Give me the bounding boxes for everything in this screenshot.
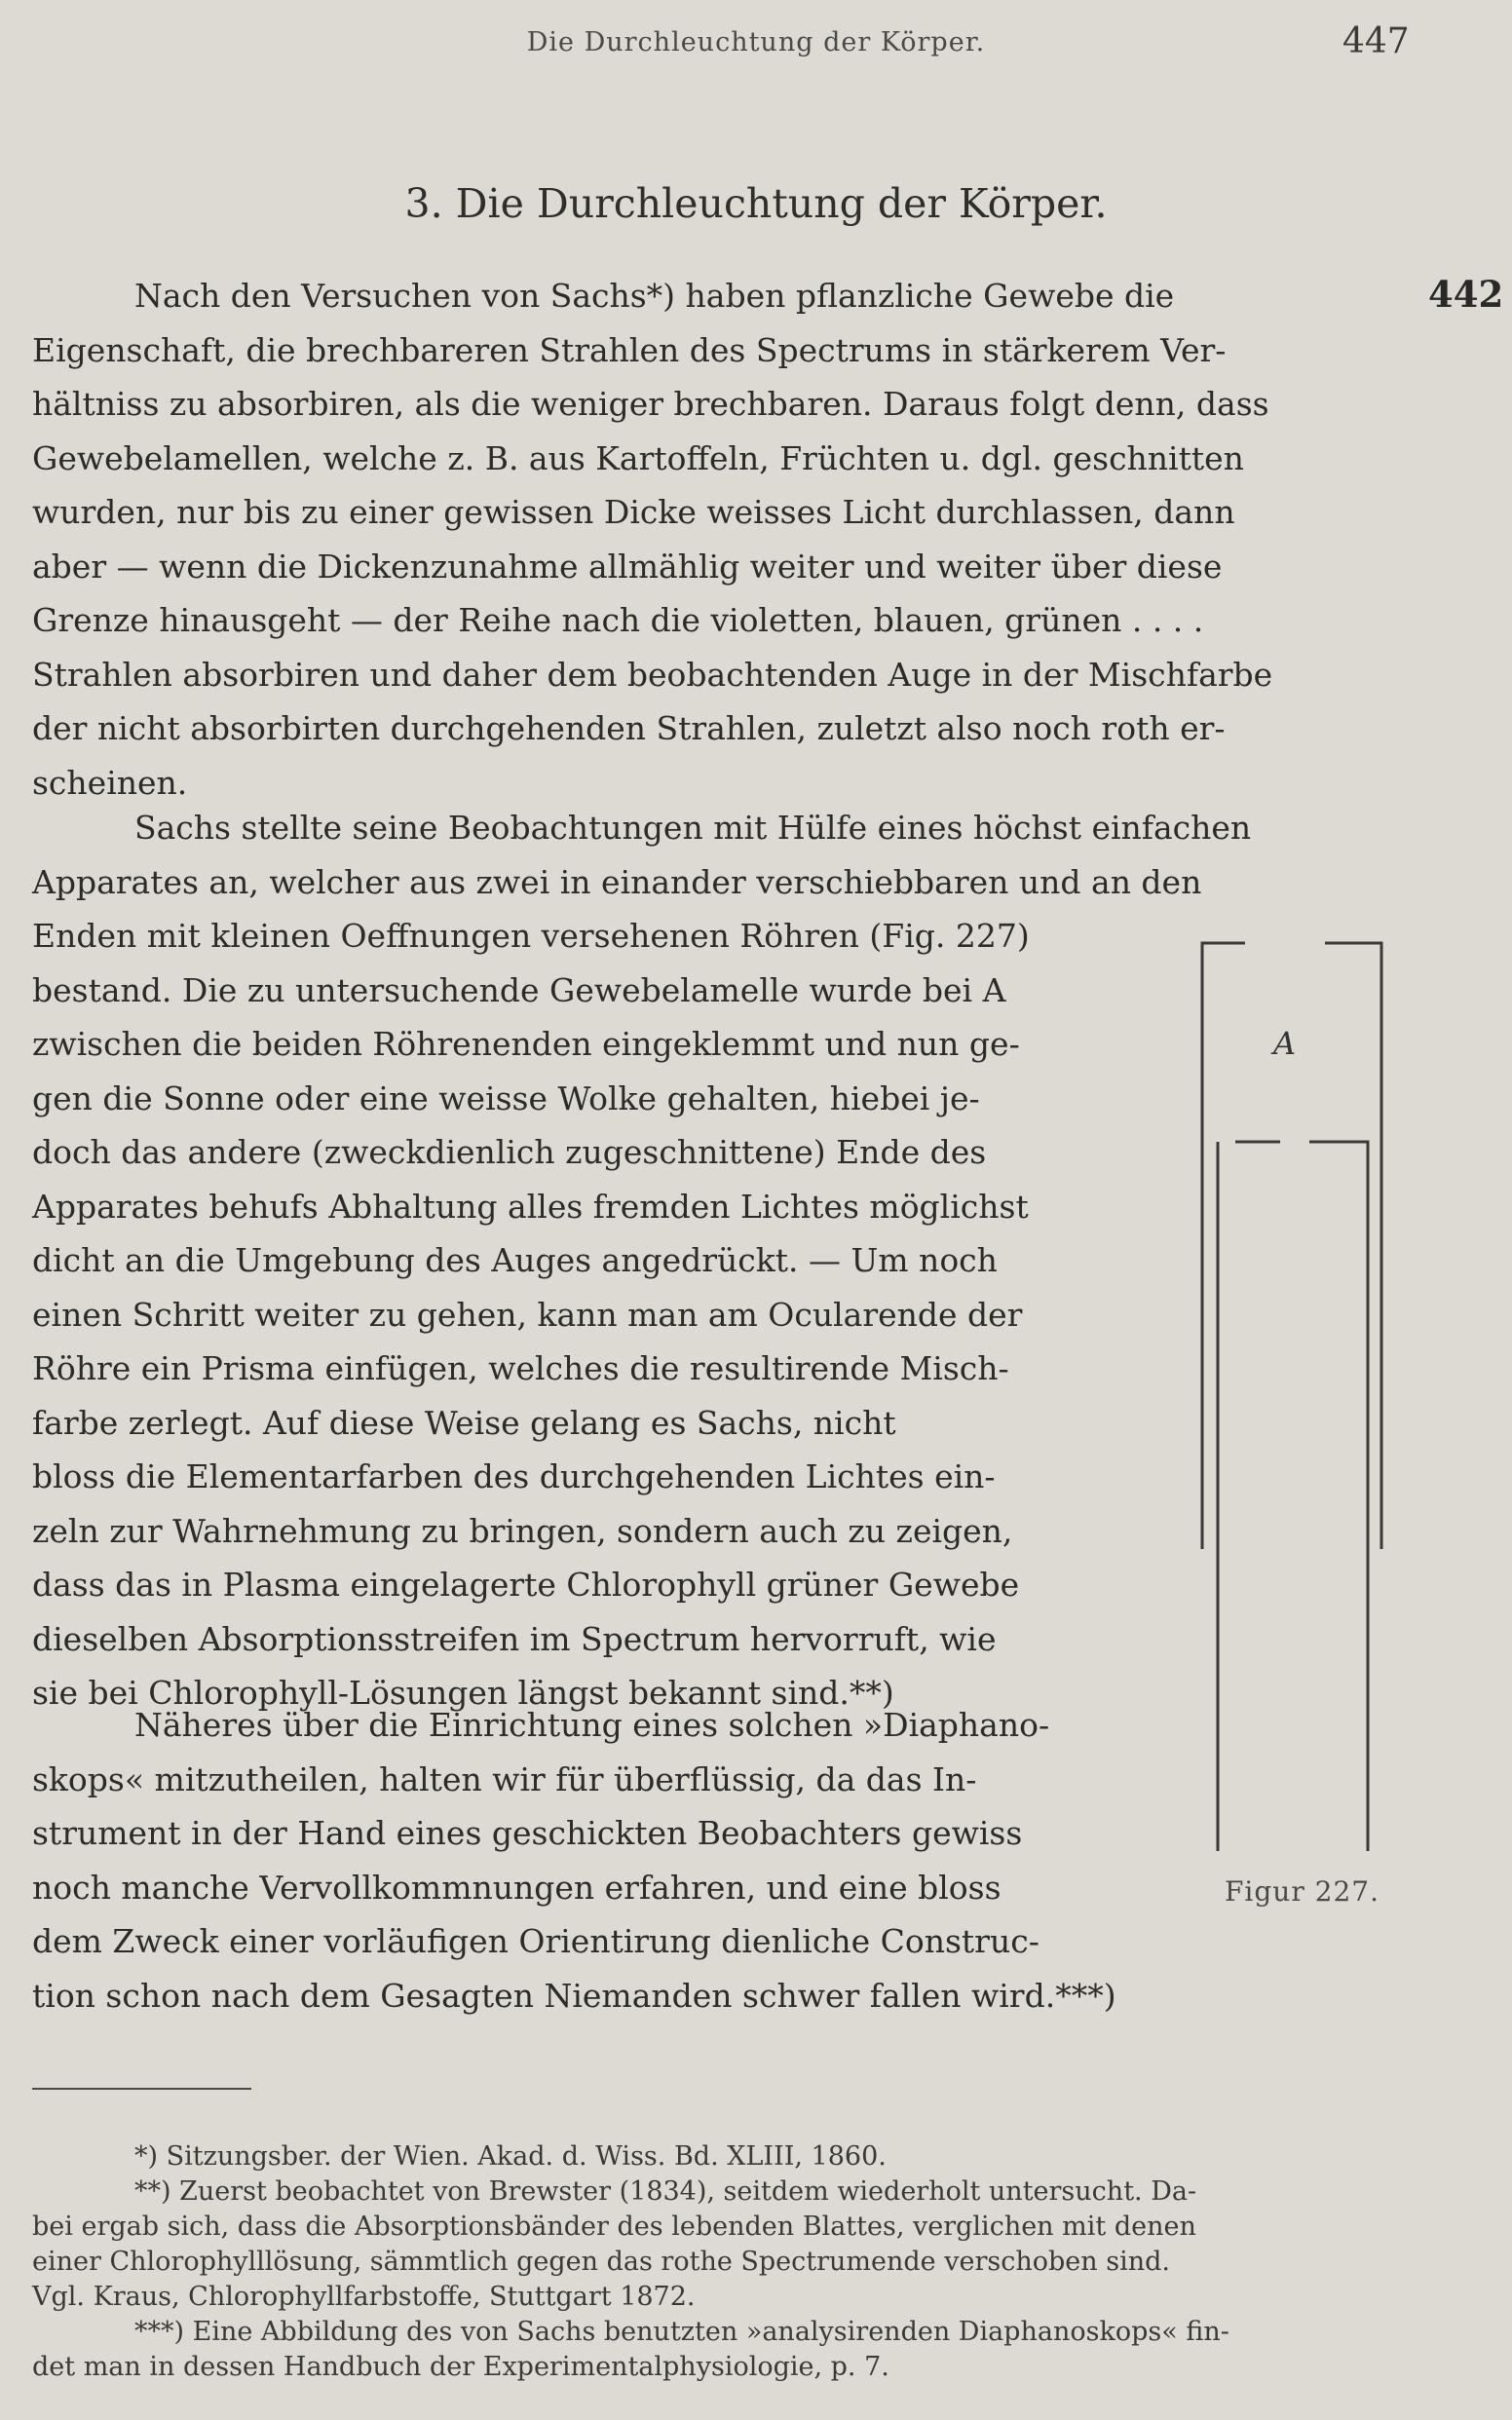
- text-line: dem Zweck einer vorläufigen Orientirung dienliche Construc-: [32, 1922, 1040, 1960]
- footnote-line: ***) Eine Abbildung des von Sachs benutzten »analysirenden Diaphanoskops« fin-: [134, 2317, 1229, 2347]
- text-line: bloss die Elementarfarben des durchgehenden Lichtes ein-: [32, 1457, 996, 1495]
- figure-227-diaphanoscope: [1189, 926, 1413, 1900]
- text-line: skops« mitzutheilen, halten wir für überflüssig, da das In-: [32, 1759, 977, 1798]
- text-line: Apparates an, welcher aus zwei in einander verschiebbaren und an den: [32, 862, 1202, 901]
- text-line: Strahlen absorbiren und daher dem beobachtenden Auge in der Mischfarbe: [32, 655, 1273, 694]
- text-line: dieselben Absorptionsstreifen im Spectrum hervorruft, wie: [32, 1619, 997, 1658]
- text-line: zeln zur Wahrnehmung zu bringen, sondern auch zu zeigen,: [32, 1511, 1013, 1550]
- text-line: strument in der Hand eines geschickten Beobachters gewiss: [32, 1814, 1023, 1852]
- paragraph-1: [32, 269, 1416, 810]
- footnote-line: *) Sitzungsber. der Wien. Akad. d. Wiss. Bd. XLIII, 1860.: [134, 2141, 887, 2172]
- text-line: Grenze hinausgeht — der Reihe nach die violetten, blauen, grünen . . . .: [32, 601, 1204, 639]
- text-line: doch das andere (zweckdienlich zugeschnittene) Ende des: [32, 1133, 987, 1171]
- text-line: Röhre ein Prisma einfügen, welches die resultirende Misch-: [32, 1349, 1009, 1387]
- footnote-divider: [32, 2088, 251, 2090]
- text-line: der nicht absorbirten durchgehenden Strahlen, zuletzt also noch roth er-: [32, 709, 1226, 747]
- outer-tube-left: [1202, 943, 1245, 1549]
- running-head: Die Durchleuchtung der Körper.: [526, 27, 986, 57]
- paragraph-3: [32, 1698, 1162, 2023]
- text-line: Sachs stellte seine Beobachtungen mit Hülfe eines höchst einfachen: [134, 809, 1252, 847]
- text-line: dicht an die Umgebung des Auges angedrückt. — Um noch: [32, 1241, 998, 1279]
- outer-tube-right: [1325, 943, 1381, 1549]
- figure-label-a: A: [1273, 1025, 1297, 1062]
- footnotes: [32, 2139, 1416, 2385]
- text-line: noch manche Vervollkommnungen erfahren, und eine bloss: [32, 1868, 1002, 1907]
- footnote-line: Vgl. Kraus, Chlorophyllfarbstoffe, Stuttgart 1872.: [32, 2282, 696, 2312]
- text-line: einen Schritt weiter zu gehen, kann man am Ocularende der: [32, 1295, 1023, 1334]
- text-line: sie bei Chlorophyll-Lösungen längst bekannt sind.**): [32, 1674, 894, 1712]
- footnote-2: [32, 2174, 1416, 2315]
- text-line: dass das in Plasma eingelagerte Chlorophyll grüner Gewebe: [32, 1566, 1020, 1604]
- inner-tube-right: [1309, 1142, 1368, 1851]
- text-line: tion schon nach dem Gesagten Niemanden schwer fallen wird.***): [32, 1976, 1116, 2015]
- text-line: bestand. Die zu untersuchende Gewebelamelle wurde bei A: [32, 970, 1006, 1009]
- text-line: Gewebelamellen, welche z. B. aus Kartoffeln, Früchten u. dgl. geschnitten: [32, 438, 1244, 477]
- text-line: aber — wenn die Dickenzunahme allmählig weiter und weiter über diese: [32, 547, 1223, 586]
- margin-number: 442: [1428, 273, 1504, 316]
- diaphanoscope-drawing: [1189, 926, 1413, 1900]
- footnote-1: [32, 2139, 1416, 2174]
- text-line: hältniss zu absorbiren, als die weniger brechbaren. Daraus folgt denn, dass: [32, 385, 1269, 423]
- text-line: farbe zerlegt. Auf diese Weise gelang es Sachs, nicht: [32, 1403, 896, 1442]
- text-line: Eigenschaft, die brechbareren Strahlen des Spectrums in stärkerem Ver-: [32, 330, 1227, 369]
- text-line: zwischen die beiden Röhrenenden eingeklemmt und nun ge-: [32, 1025, 1020, 1063]
- page-number: 447: [1342, 21, 1410, 61]
- text-line: Enden mit kleinen Oeffnungen versehenen Röhren (Fig. 227): [32, 917, 1030, 955]
- text-line: Apparates behufs Abhaltung alles fremden Lichtes möglichst: [32, 1187, 1029, 1226]
- footnote-line: **) Zuerst beobachtet von Brewster (1834), seitdem wiederholt untersucht. Da-: [134, 2176, 1197, 2207]
- text-line: scheinen.: [32, 763, 188, 802]
- section-title: 3. Die Durchleuchtung der Körper.: [404, 180, 1108, 227]
- footnote-line: einer Chlorophylllösung, sämmtlich gegen das rothe Spectrumende verschoben sind.: [32, 2247, 1170, 2277]
- footnote-line: det man in dessen Handbuch der Experimentalphysiologie, p. 7.: [32, 2352, 889, 2382]
- footnote-3: [32, 2315, 1416, 2385]
- text-line: gen die Sonne oder eine weisse Wolke gehalten, hiebei je-: [32, 1078, 980, 1117]
- text-line: Näheres über die Einrichtung eines solchen »Diaphano-: [134, 1706, 1050, 1744]
- text-line: wurden, nur bis zu einer gewissen Dicke weisses Licht durchlassen, dann: [32, 493, 1235, 531]
- text-line: Nach den Versuchen von Sachs*) haben pflanzliche Gewebe die: [134, 277, 1175, 315]
- figure-caption: Figur 227.: [1225, 1875, 1380, 1908]
- footnote-line: bei ergab sich, dass die Absorptionsbänder des lebenden Blattes, verglichen mit denen: [32, 2212, 1196, 2242]
